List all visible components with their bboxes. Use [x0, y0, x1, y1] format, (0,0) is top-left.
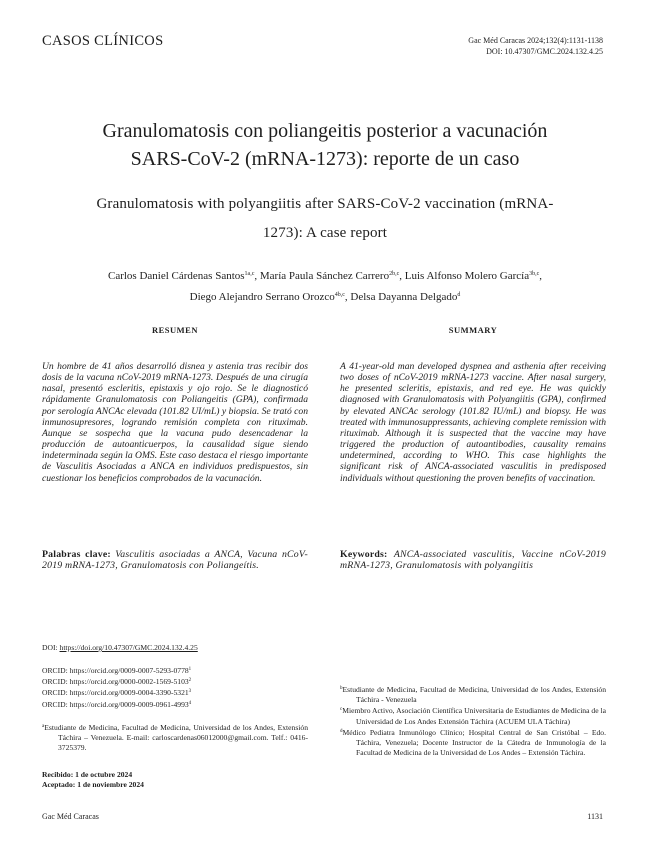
doi-line — [42, 643, 308, 653]
page-number: 1131 — [587, 812, 603, 821]
orcid-text: ORCID: https://orcid.org/0009-0004-3390-5321 — [42, 688, 189, 698]
accepted-date: Aceptado: 1 de noviembre 2024 — [42, 780, 144, 790]
footnotes-left — [42, 722, 308, 754]
footnote-text: Estudiante de Medicina, Facultad de Medicina, Universidad de los Andes, Extensión Táchira - Venezuela — [342, 685, 606, 705]
orcid-item[interactable] — [42, 676, 308, 687]
footnote-marker: b — [340, 686, 343, 691]
summary-heading: SUMMARY — [448, 325, 498, 335]
orcid-sup: 1 — [188, 667, 192, 672]
summary-keywords — [340, 549, 606, 571]
author: Carlos Daniel Cárdenas Santos — [107, 270, 245, 282]
journal-citation: Gac Méd Caracas 2024;132(4):1131-1138 — [468, 36, 603, 45]
footnote-marker: a — [42, 724, 45, 729]
footnote — [42, 722, 308, 754]
author-affiliation: 1a,c — [244, 271, 255, 277]
author: Delsa Dayanna Delgado — [350, 291, 458, 303]
orcid-list — [42, 665, 308, 710]
orcid-sup: 3 — [188, 689, 192, 695]
author-separator: , — [344, 291, 351, 303]
orcid-text: ORCID: https://orcid.org/0009-0007-5293-0778 — [42, 666, 189, 675]
section-label: CASOS CLÍNICOS — [42, 33, 164, 49]
resumen-text: Un hombre de 41 años desarrolló disnea y astenia tras recibir dos dosis de la vacuna nCoV-2019 mRNA-1273. Después de una cirugía nasal, presentó escleritis, epistaxis y ojo rojo. Se le diagnosticó rápidamente Granulomatosis con Poliangeitis (GPA), confirmada por serología ANCAc elevada (101.82 UI/mL) y biopsia. Se trató con inmunosupresores, logrando remisión completa con rituximab. Aunque se sospecha que la vacuna pudo desencadenar la producción de autoanticuerpos, la causalidad sigue siendo indeterminada según la OMS. Este caso destaca el riesgo importante de Vasculitis Asociadas a ANCA en individuos predispuestos, sin cuestionar los beneficios comprobados de la vacunación. — [42, 361, 308, 484]
keywords-label: Palabras clave: — [42, 549, 111, 560]
keywords-values: ANCA-associated vasculitis, Vaccine nCoV-2019 mRNA-1273, Granulomatosis with polyangiitis — [340, 549, 607, 572]
title-spanish — [40, 117, 610, 173]
footnote-marker: c — [340, 707, 343, 713]
title-spanish-line2: SARS-CoV-2 (mRNA-1273): reporte de un caso — [130, 148, 520, 170]
title-spanish-line1: Granulomatosis con poliangeitis posterior a vacunación — [102, 120, 548, 142]
author-affiliation: 2b,c — [389, 271, 400, 277]
footnote-text: Médico Pediatra Inmunólogo Clínico; Hospital Central de San Cristóbal – Edo. Táchira, Venezuela; Docente Instructor de la Cátedra de Inmunología de la Facultad de Medicina de la Universidad de Los Andes – Extensión Táchira. — [342, 727, 606, 758]
keywords-label: Keywords: — [340, 549, 388, 560]
orcid-sup: 4 — [188, 700, 192, 706]
orcid-text: ORCID: https://orcid.org/0009-0009-0961-4993 — [42, 699, 189, 709]
journal-reference — [468, 36, 603, 57]
author-separator: , — [254, 270, 260, 282]
title-english-line2: 1273): A case report — [262, 225, 388, 241]
footnote — [340, 705, 606, 726]
author: Luis Alfonso Molero García — [404, 270, 530, 282]
author-affiliation: 4b,c — [334, 292, 345, 298]
orcid-item[interactable] — [42, 665, 308, 676]
footnotes-right — [340, 684, 606, 758]
summary-text: A 41-year-old man developed dyspnea and asthenia after receiving two doses of nCoV-2019 mRNA-1273 vaccine. After nasal surgery, he presented scleritis, epistaxis, and red eye. He was quickly diagnosed with Granulomatosis with Polyangiitis (GPA), confirmed by elevated ANCAc serology (101.82 IU/mL) and biopsy. He was treated with immunosuppressants, achieving complete remission with rituximab. Although it is suspected that the vaccine may have triggered the production of autoantibodies, causality remains undetermined, according to WHO. This case highlights the significant risk of ANCA-associated vasculitis in predisposed individuals without questioning the proven benefits of vaccination. — [340, 361, 606, 484]
orcid-item[interactable] — [42, 699, 308, 710]
orcid-item[interactable] — [42, 687, 308, 698]
author: María Paula Sánchez Carrero — [259, 270, 390, 282]
footnote — [340, 684, 606, 705]
footnote-text: Estudiante de Medicina, Facultad de Medicina, Universidad de los Andes, Extensión Táchira – Venezuela. E-mail: carloscardenas06012000@gmail.com. Telf.: 0416-3725379. — [44, 723, 308, 753]
author-separator: , — [399, 270, 405, 282]
footnote-text: Miembro Activo, Asociación Científica Universitaria de Estudiantes de Medicina de la Universidad de Los Andes Extensión Táchira (ACUEM ULA Táchira) — [342, 706, 606, 726]
received-date: Recibido: 1 de octubre 2024 — [42, 770, 133, 779]
orcid-text: ORCID: https://orcid.org/0000-0002-1569-5103 — [42, 677, 189, 687]
author: Diego Alejandro Serrano Orozco — [189, 291, 335, 303]
dates-block — [42, 770, 308, 790]
author-list — [30, 265, 620, 307]
author-affiliation: 3b,c — [529, 271, 540, 277]
doi-link[interactable]: https://doi.org/10.47307/GMC.2024.132.4.25 — [59, 643, 198, 652]
orcid-sup: 2 — [188, 678, 192, 684]
author-line-1 — [30, 265, 620, 286]
keywords-values: Vasculitis asociadas a ANCA, Vacuna nCoV-2019 mRNA-1273, Granulomatosis con Poliangeítis. — [42, 549, 308, 572]
author-separator: , — [539, 270, 543, 282]
author-affiliation: d — [457, 292, 461, 298]
title-english — [40, 190, 610, 248]
author-line-2 — [30, 286, 620, 307]
footnote-marker: d — [340, 728, 343, 734]
journal-doi: DOI: 10.47307/GMC.2024.132.4.25 — [486, 46, 603, 56]
resumen-heading: RESUMEN — [151, 325, 198, 335]
footnote — [340, 727, 606, 759]
title-english-line1: Granulomatosis with polyangiitis after SARS-CoV-2 vaccination (mRNA- — [96, 196, 554, 212]
footer-journal: Gac Méd Caracas — [42, 812, 99, 821]
resumen-keywords — [42, 549, 308, 571]
doi-label: DOI: — [42, 643, 60, 652]
